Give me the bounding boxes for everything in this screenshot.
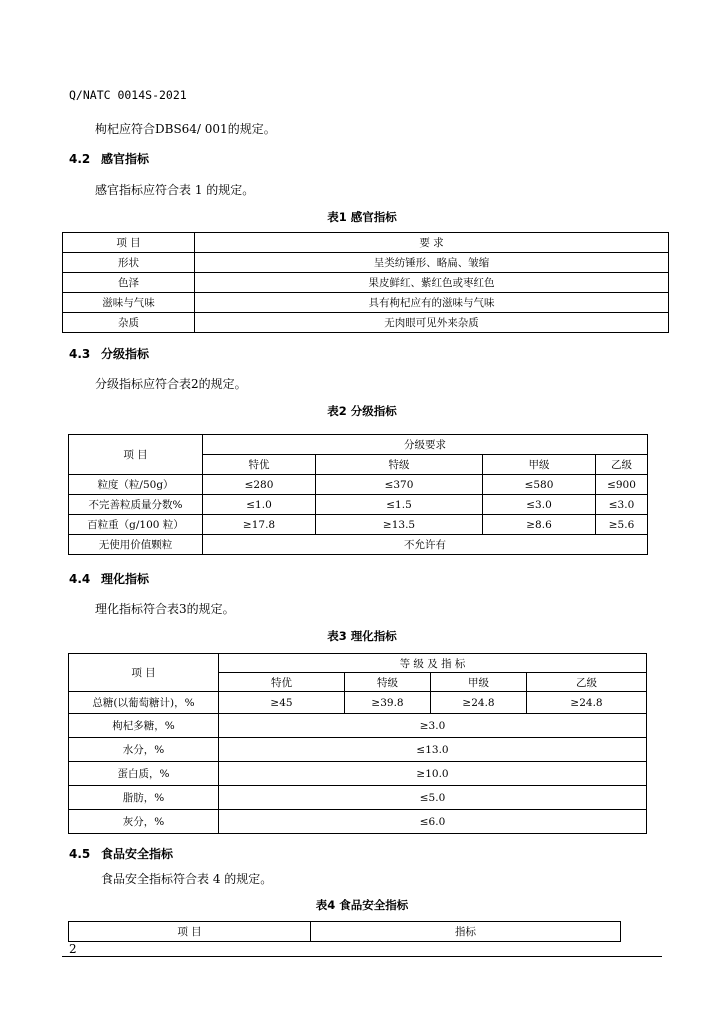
row-label: 枸杞多糖，%: [69, 714, 219, 738]
table-row: [63, 293, 669, 313]
section-number: 4.2: [69, 152, 91, 166]
table-2-caption: 表2 分级指标: [327, 404, 397, 418]
grade-header: 甲级: [431, 673, 527, 692]
row-label: 形状: [63, 253, 195, 273]
table-2-grading: [68, 434, 648, 555]
document-code: Q/NATC 0014S-2021: [69, 88, 187, 102]
section-4-2-text: 感官指标应符合表 1 的规定。: [95, 183, 255, 197]
table-header-row: [69, 922, 621, 942]
table-1-sensory: [62, 232, 669, 333]
intro-paragraph: 枸杞应符合DBS64/ 001的规定。: [95, 122, 276, 136]
section-4-5-heading: [69, 845, 173, 862]
section-4-3-heading: [69, 345, 149, 362]
page-number: 2: [69, 942, 77, 956]
section-4-4-heading: [69, 570, 149, 587]
row-label: 蛋白质，%: [69, 762, 219, 786]
section-title: 分级指标: [101, 347, 150, 361]
row-value: ≥8.6: [483, 515, 596, 535]
table-row: [69, 692, 647, 714]
table-row: [69, 535, 648, 555]
section-4-5-text: 食品安全指标符合表 4 的规定。: [101, 872, 273, 886]
header-cell: 项 目: [69, 435, 203, 475]
row-value: ≤13.0: [219, 738, 647, 762]
group-header-cell: 等 级 及 指 标: [219, 654, 647, 673]
table-row: [69, 738, 647, 762]
table-row: [69, 786, 647, 810]
header-cell: 项 目: [69, 922, 311, 942]
group-header-cell: 分级要求: [203, 435, 648, 455]
grade-header: 甲级: [483, 455, 596, 475]
table-row: [69, 515, 648, 535]
grade-header: 特级: [345, 673, 431, 692]
row-value: ≤580: [483, 475, 596, 495]
table-row: [69, 475, 648, 495]
row-value: ≤280: [203, 475, 316, 495]
row-value: 果皮鲜红、紫红色或枣红色: [195, 273, 669, 293]
row-value: ≥24.8: [527, 692, 647, 714]
row-value: ≥10.0: [219, 762, 647, 786]
table-row: [63, 273, 669, 293]
row-label: 百粒重（g/100 粒）: [69, 515, 203, 535]
row-value: ≥39.8: [345, 692, 431, 714]
row-value: ≤6.0: [219, 810, 647, 834]
row-label: 杂质: [63, 313, 195, 333]
table-row: [69, 714, 647, 738]
row-label: 水分，%: [69, 738, 219, 762]
row-label: 总糖(以葡萄糖计)，%: [69, 692, 219, 714]
table-4-food-safety: [68, 921, 621, 942]
row-value: ≥3.0: [219, 714, 647, 738]
footer-divider: [62, 956, 662, 957]
table-header-row: [69, 654, 647, 673]
row-value: ≤3.0: [483, 495, 596, 515]
table-4-caption: 表4 食品安全指标: [315, 898, 409, 912]
section-4-3-text: 分级指标应符合表2的规定。: [95, 377, 247, 391]
row-value: 无肉眼可见外来杂质: [195, 313, 669, 333]
grade-header: 特优: [203, 455, 316, 475]
table-row: [69, 762, 647, 786]
header-cell: 项 目: [63, 233, 195, 253]
section-title: 理化指标: [101, 572, 150, 586]
row-value: 具有枸杞应有的滋味与气味: [195, 293, 669, 313]
table-header-row: [63, 233, 669, 253]
row-value: 不允许有: [203, 535, 648, 555]
row-value: ≥13.5: [316, 515, 483, 535]
section-4-2-heading: [69, 150, 149, 167]
section-number: 4.3: [69, 347, 91, 361]
table-row: [69, 810, 647, 834]
grade-header: 乙级: [596, 455, 648, 475]
row-label: 滋味与气味: [63, 293, 195, 313]
table-row: [63, 313, 669, 333]
table-3-caption: 表3 理化指标: [327, 629, 397, 643]
row-value: ≥17.8: [203, 515, 316, 535]
section-number: 4.5: [69, 847, 91, 861]
row-value: ≤3.0: [596, 495, 648, 515]
row-label: 无使用价值颗粒: [69, 535, 203, 555]
row-value: ≥45: [219, 692, 345, 714]
header-cell: 要 求: [195, 233, 669, 253]
row-value: ≤370: [316, 475, 483, 495]
table-row: [69, 495, 648, 515]
row-value: ≤900: [596, 475, 648, 495]
row-value: ≤1.5: [316, 495, 483, 515]
row-value: 呈类纺锤形、略扁、皱缩: [195, 253, 669, 273]
row-label: 灰分，%: [69, 810, 219, 834]
header-cell: 指标: [311, 922, 621, 942]
section-title: 食品安全指标: [101, 847, 174, 861]
section-title: 感官指标: [101, 152, 150, 166]
section-number: 4.4: [69, 572, 91, 586]
row-value: ≤1.0: [203, 495, 316, 515]
table-row: [63, 253, 669, 273]
row-value: ≥5.6: [596, 515, 648, 535]
table-3-physicochemical: [68, 653, 647, 834]
row-value: ≤5.0: [219, 786, 647, 810]
row-label: 脂肪，%: [69, 786, 219, 810]
grade-header: 乙级: [527, 673, 647, 692]
grade-header: 特级: [316, 455, 483, 475]
row-label: 不完善粒质量分数%: [69, 495, 203, 515]
table-header-row: [69, 435, 648, 455]
header-cell: 项 目: [69, 654, 219, 692]
row-value: ≥24.8: [431, 692, 527, 714]
row-label: 色泽: [63, 273, 195, 293]
grade-header: 特优: [219, 673, 345, 692]
table-1-caption: 表1 感官指标: [327, 210, 397, 224]
section-4-4-text: 理化指标符合表3的规定。: [95, 602, 235, 616]
row-label: 粒度（粒/50g）: [69, 475, 203, 495]
